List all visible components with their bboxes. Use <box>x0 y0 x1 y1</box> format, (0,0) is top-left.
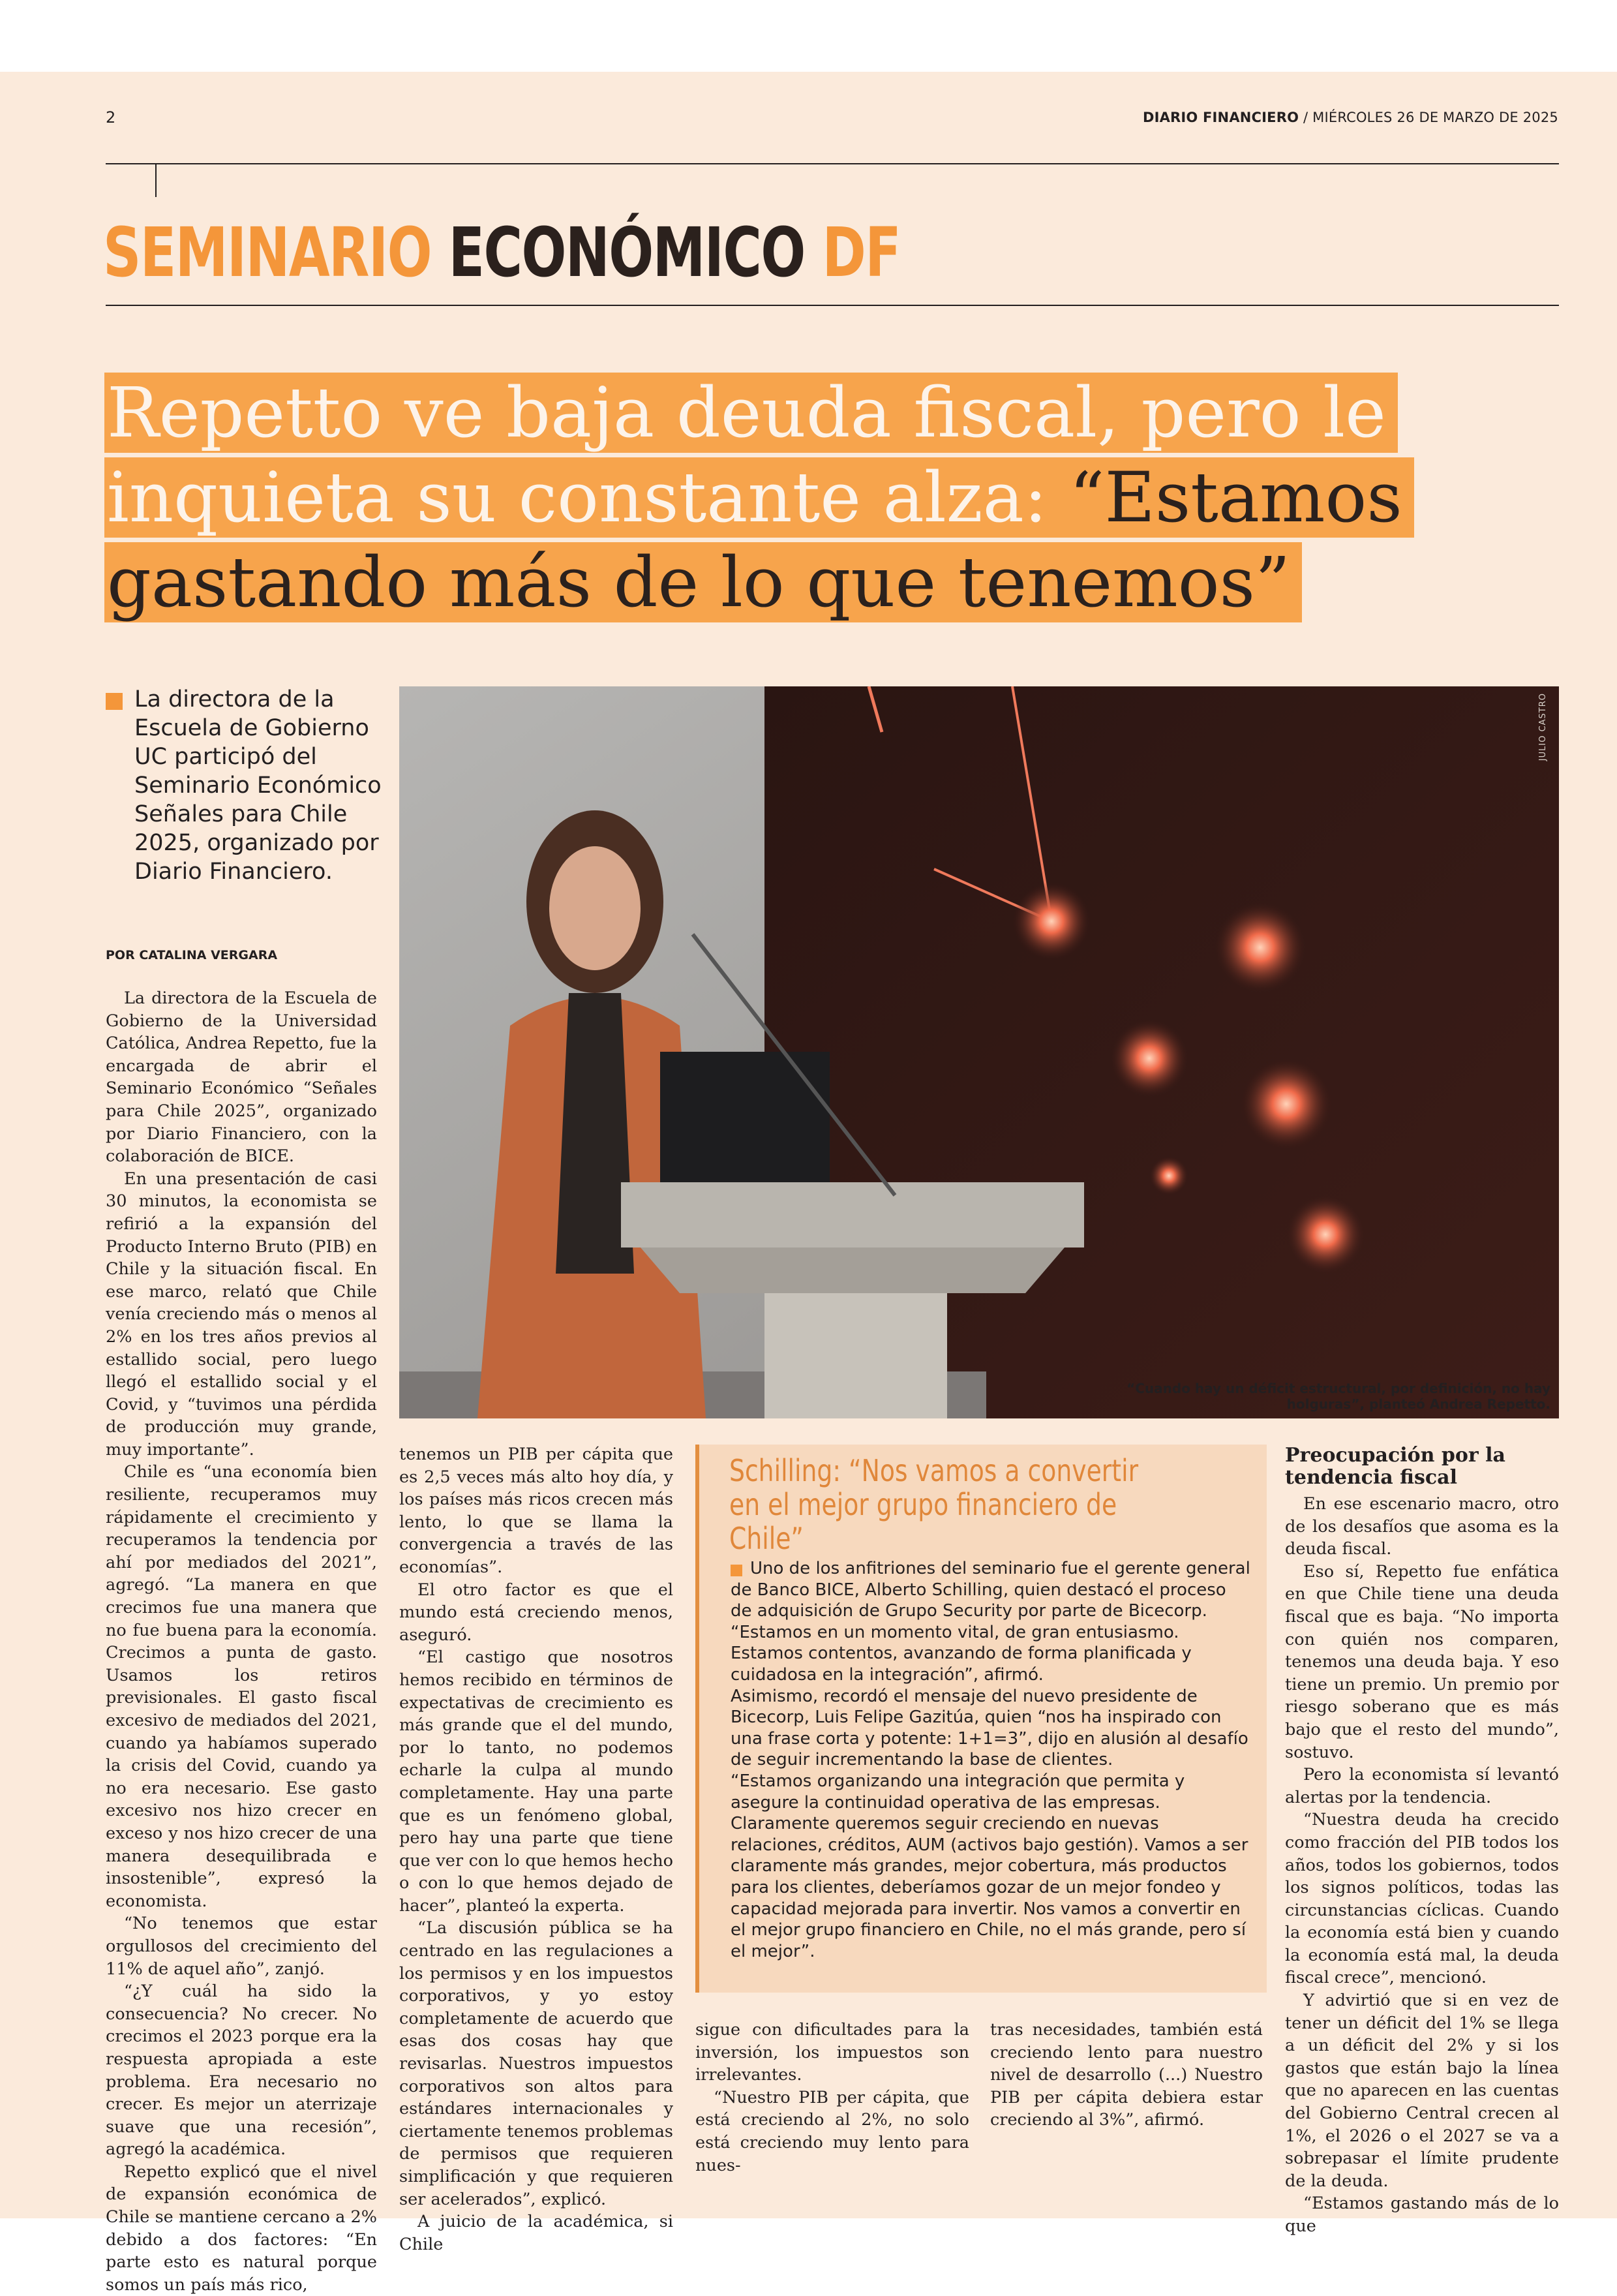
paragraph: tenemos un PIB per cápita que es 2,5 veces más alto hoy día, y los países más ricos crecen más lento, lo que se llama la convergencia a través de las economías”. <box>399 1445 673 1577</box>
section-title <box>103 213 901 292</box>
header-top-rule <box>106 163 1559 164</box>
paragraph: “El castigo que nosotros hemos recibido en términos de expectativas de crecimiento es más grande que el del mundo, por lo tanto, no podemos echarle la culpa al mundo completamente. Hay una parte que es un fenómeno global, pero hay una parte que tiene que ver con lo que hemos hecho o con lo que hemos dejado de hacer”, planteó la experta. <box>399 1647 673 1916</box>
headline-quote: “Estamos gastando más de lo que tenemos” <box>107 457 1402 622</box>
sidebar-paragraph: “Estamos organizando una integración que permita y asegure la continuidad operativa de las empresas. Claramente queremos seguir creciendo en nuevas relaciones, créditos, AUM (activos bajo gestión). Vamos a ser claramente más grandes, mejor cobertura, más productos para los clientes, deberíamos gozar de un mejor fondeo y capacidad mejorada para invertir. Nos vamos a convertir en el mejor grupo financiero en Chile, no el más grande, pero sí el mejor”. <box>731 1771 1248 1961</box>
paragraph: Chile es “una economía bien resiliente, recuperamos muy rápidamente el crecimiento y recuperamos la tendencia por ahí por mediados del 2021”, agregó. “La manera en que crecimos fue una manera que no fue buena para la economía. Crecimos a punta de gasto. Usamos los retiros previsionales. El gasto fiscal excesivo de mediados del 2021, cuando ya habíamos superado la crisis del Covid, cuando ya no era necesario. Ese gasto excesivo nos hizo crecer en exceso y nos hizo crecer de una manera desequilibrada e insostenible”, expresó la economista. <box>106 1462 377 1911</box>
paragraph: Eso sí, Repetto fue enfática en que Chile tiene una deuda fiscal que es baja. “No importa con quién nos comparen, tenemos una deuda baja. Y eso tiene un premio. Un premio por riesgo soberano que es más bajo que el resto del mundo”, sostuvo. <box>1285 1561 1559 1762</box>
paragraph: A juicio de la académica, si Chile <box>399 2212 673 2254</box>
paragraph: El otro factor es que el mundo está creciendo menos, aseguró. <box>399 1580 673 1645</box>
section-title-part1: SEMINARIO <box>103 213 449 292</box>
paragraph: “Estamos gastando más de lo que <box>1285 2194 1559 2236</box>
speaker-photo-illustration <box>399 686 1559 1418</box>
lede-bullet-square <box>106 693 123 710</box>
folio-divider <box>155 164 157 197</box>
paragraph: “¿Y cuál ha sido la consecuencia? No crecer. No crecimos el 2023 porque era la respuesta apropiada a este problema. Era necesario no crecer. Es mejor un aterrizaje suave que una recesión”, agregó la académica. <box>106 1982 377 2160</box>
article-column-4 <box>990 2019 1263 2132</box>
headline <box>104 371 1526 625</box>
article-photo <box>399 686 1559 1418</box>
photo-caption: “Cuando hay un déficit estructural, por definición, no hay holguras”, planteó Andrea Repetto. <box>1126 1381 1550 1412</box>
paragraph: sigue con dificultades para la inversión, los impuestos son irrelevantes. <box>695 2020 969 2085</box>
page-number: 2 <box>106 108 116 127</box>
paragraph: Repetto explicó que el nivel de expansión económica de Chile se mantiene cercano a 2% debido a dos factores: “En parte esto es natural porque somos un país más rico, <box>106 2162 377 2295</box>
section-bottom-rule <box>106 305 1559 306</box>
section-title-part2: ECONÓMICO <box>448 213 823 292</box>
paragraph: “No tenemos que estar orgullosos del crecimiento del 11% de aquel año”, zanjó. <box>106 1914 377 1979</box>
paragraph: tras necesidades, también está creciendo lento para nuestro nivel de desarrollo (...) Nuestro PIB per cápita debiera estar creciendo al 3%”, afirmó. <box>990 2020 1263 2130</box>
paragraph: En una presentación de casi 30 minutos, la economista se refirió a la expansión del Producto Interno Bruto (PIB) en Chile y la situación fiscal. En ese marco, relató que Chile venía creciendo más o menos al 2% en los tres años previos al estallido social, pero luego llegó el estallido social y el Covid, y “tuvimos una pérdida de producción muy grande, muy importante”. <box>106 1169 377 1460</box>
photo-credit: JULIO CASTRO <box>1538 693 1548 761</box>
paragraph: Pero la economista sí levantó alertas por la tendencia. <box>1285 1765 1559 1807</box>
article-column-2 <box>399 1443 673 2256</box>
publication-name: DIARIO FINANCIERO <box>1142 110 1299 125</box>
paragraph: Y advirtió que si en vez de tener un déficit del 1% se llega a un déficit del 2% y si los gastos que están bajo la línea que no aparecen en las cuentas del Gobierno Central crecen al 1%, el 2026 o el 2027 se va a sobrepasar el límite prudente de la deuda. <box>1285 1991 1559 2191</box>
paragraph: “Nuestro PIB per cápita, que está creciendo al 2%, no solo está creciendo muy lento para nues- <box>695 2087 969 2175</box>
publication-dateline <box>1143 110 1558 125</box>
headline-main-text: Repetto ve baja deuda fiscal, pero le inquieta su constante alza: <box>107 373 1386 538</box>
paragraph: La directora de la Escuela de Gobierno de la Universidad Católica, Andrea Repetto, fue la encargada de abrir el Seminario Económico “Señales para Chile 2025”, organizado por Diario Financiero, con la colaboración de BICE. <box>106 988 377 1167</box>
sidebar-paragraph: Asimismo, recordó el mensaje del nuevo presidente de Bicecorp, Luis Felipe Gazitúa, quien “nos ha inspirado con una frase corta y potente: 1+1=3”, dijo en alusión al desafío de seguir incrementando la base de clientes. <box>731 1686 1248 1770</box>
section-title-part3: DF <box>822 213 901 292</box>
paragraph: “La discusión pública se ha centrado en las regulaciones a los permisos y en los impuestos corporativos, y yo estoy completamente de acuerdo que esas dos cosas hay que revisarlas. Nuestros impuestos corporativos son altos para estándares internacionales y ciertamente tenemos problemas de permisos que requieren simplificación y que requieren ser acelerados”, explicó. <box>399 1918 673 2209</box>
lede-summary: La directora de la Escuela de Gobierno UC participó del Seminario Económico Señales para Chile 2025, organizado por Diario Financiero. <box>134 686 382 885</box>
article-column-5 <box>1285 1493 1559 2238</box>
article-column-3 <box>695 2019 969 2177</box>
paragraph: En ese escenario macro, otro de los desafíos que asoma es la deuda fiscal. <box>1285 1494 1559 1559</box>
headline-highlight <box>104 373 1414 622</box>
article-subhead: Preocupación por la tendencia fiscal <box>1285 1444 1505 1489</box>
article-column-1 <box>106 987 377 2296</box>
sidebar-title: Schilling: “Nos vamos a convertir en el mejor grupo financiero de Chile” <box>729 1453 1139 1556</box>
sidebar-body <box>731 1558 1252 1962</box>
byline: POR CATALINA VERGARA <box>106 948 278 962</box>
sidebar-paragraph: Uno de los anfitriones del seminario fue el gerente general de Banco BICE, Alberto Schilling, quien destacó el proceso de adquisición de Grupo Security por parte de Bicecorp. “Estamos en un momento vital, de gran entusiasmo. Estamos contentos, avanzando de forma planificada y cuidadosa en la integración”, afirmó. <box>731 1559 1250 1685</box>
paragraph: “Nuestra deuda ha crecido como fracción del PIB todos los años, todos los gobiernos, todos los signos políticos, todas las circunstancias cíclicas. Cuando la economía está bien y cuando la economía está mal, la deuda fiscal crece”, mencionó. <box>1285 1810 1559 1988</box>
issue-date: / MIÉRCOLES 26 DE MARZO DE 2025 <box>1299 110 1558 125</box>
